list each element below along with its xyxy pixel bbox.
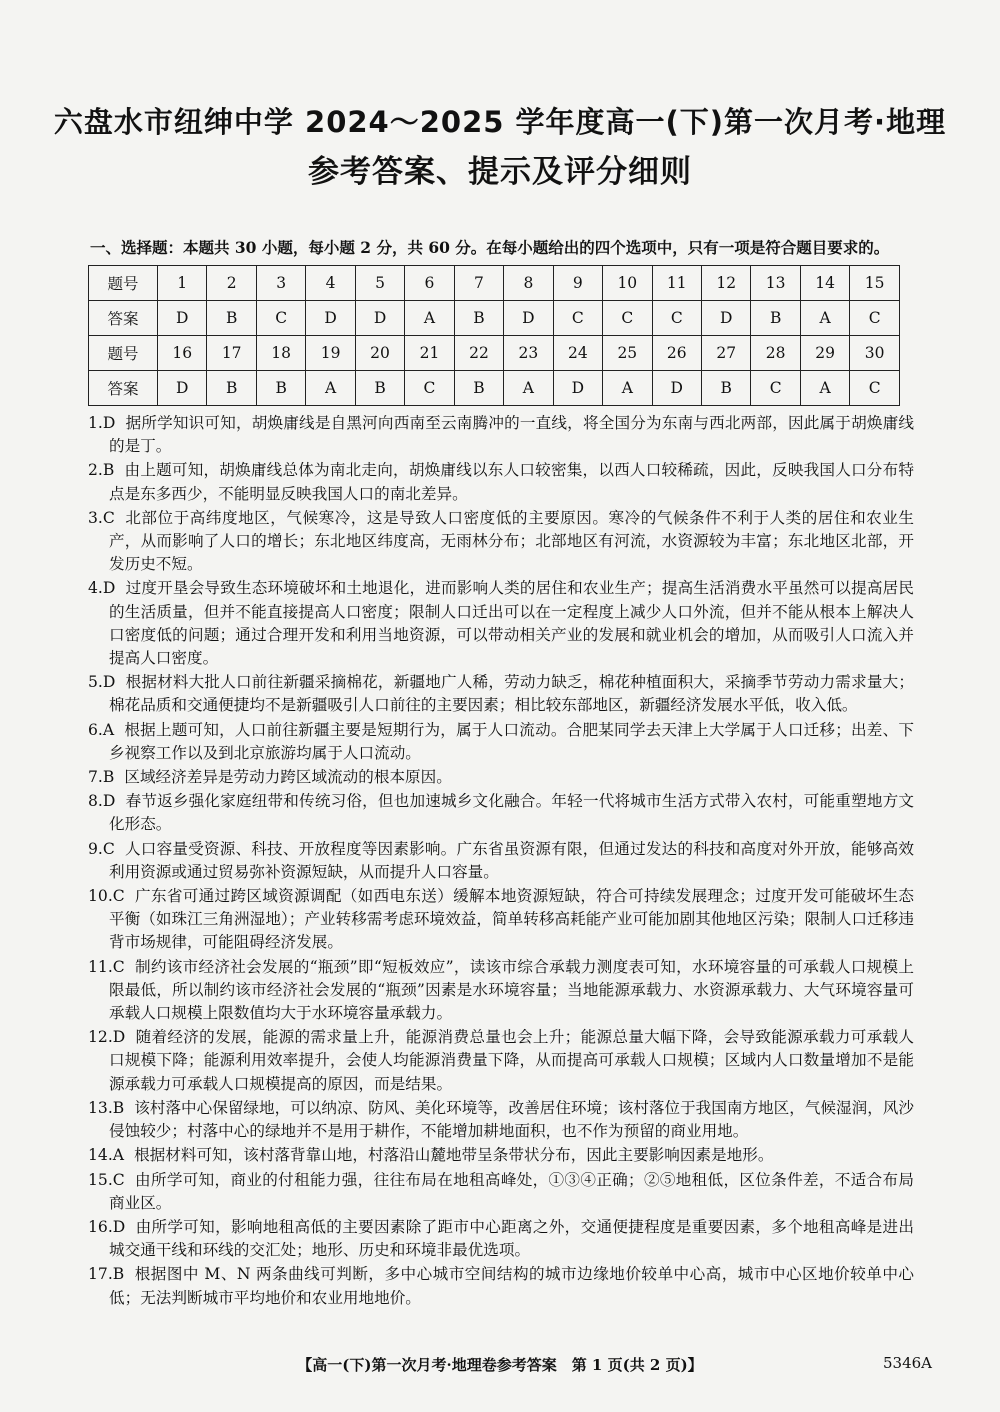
answer-cell: C <box>256 301 305 336</box>
answer-cell: B <box>454 371 503 406</box>
question-number-cell: 1 <box>158 266 207 301</box>
explanation-item <box>88 1026 914 1096</box>
explanation-number: 7.B <box>88 768 115 787</box>
question-number-cell: 22 <box>454 336 503 371</box>
question-number-cell: 13 <box>751 266 800 301</box>
question-number-cell: 18 <box>256 336 305 371</box>
explanation-list <box>88 412 914 1311</box>
question-number-cell: 15 <box>850 266 900 301</box>
question-number-cell: 28 <box>751 336 800 371</box>
explanation-text: 该村落中心保留绿地，可以纳凉、防风、美化环境等，改善居住环境；该村落位于我国南方地区，气候湿润，风沙侵蚀较少；村落中心的绿地并不是用于耕作，不能增加耕地面积，也不作为预留的商业用地。 <box>109 1098 914 1141</box>
explanation-text: 人口容量受资源、科技、开放程度等因素影响。广东省虽资源有限，但通过发达的科技和高度对外开放，能够高效利用资源或通过贸易弥补资源短缺，从而提升人口容量。 <box>109 839 914 881</box>
question-number-cell: 26 <box>652 336 701 371</box>
answer-cell: A <box>405 301 454 336</box>
question-number-cell: 16 <box>158 336 207 371</box>
answer-cell: B <box>701 371 750 406</box>
answer-cell: D <box>306 301 355 336</box>
answer-cell: D <box>355 301 404 336</box>
explanation-number: 12.D <box>88 1028 126 1047</box>
answer-cell: C <box>751 371 800 406</box>
answer-cell: C <box>553 301 602 336</box>
answer-cell: B <box>751 301 800 336</box>
explanation-text: 由所学可知，影响地租高低的主要因素除了距市中心距离之外，交通便捷程度是重要因素，多个地租高峰是进出城交通干线和环线的交汇处；地形、历史和环境非最优选项。 <box>109 1217 914 1260</box>
question-number-cell: 11 <box>652 266 701 301</box>
answer-cell: D <box>504 301 553 336</box>
explanation-item <box>88 507 914 577</box>
explanation-item <box>88 956 914 1026</box>
explanation-item <box>88 885 914 955</box>
answer-cell: B <box>454 301 503 336</box>
answer-cell: C <box>850 371 900 406</box>
explanation-number: 14.A <box>88 1146 125 1165</box>
answer-cell: C <box>405 371 454 406</box>
explanation-number: 5.D <box>88 673 116 692</box>
question-number-cell: 14 <box>800 266 849 301</box>
answer-cell: C <box>652 301 701 336</box>
explanation-text: 根据图中 M、N 两条曲线可判断，多中心城市空间结构的城市边缘地价较单中心高，城市中心区地价较单中心低；无法判断城市平均地价和农业用地地价。 <box>109 1265 914 1307</box>
question-number-cell: 30 <box>850 336 900 371</box>
explanation-text: 根据材料可知，该村落背靠山地，村落沿山麓地带呈条带状分布，因此主要影响因素是地形。 <box>134 1146 774 1165</box>
explanation-item <box>88 412 914 458</box>
explanation-text: 根据上题可知，人口前往新疆主要是短期行为，属于人口流动。合肥某同学去天津上大学属于人口迁移；出差、下乡视察工作以及到北京旅游均属于人口流动。 <box>109 720 914 762</box>
question-number-cell: 21 <box>405 336 454 371</box>
explanation-number: 8.D <box>88 792 116 811</box>
question-number-row <box>89 266 900 301</box>
explanation-item <box>88 1144 914 1167</box>
explanation-text: 区域经济差异是劳动力跨区域流动的根本原因。 <box>124 768 452 787</box>
explanation-text: 春节返乡强化家庭纽带和传统习俗，但也加速城乡文化融合。年轻一代将城市生活方式带入农村，可能重塑地方文化形态。 <box>109 792 914 834</box>
page-title: 六盘水市纽绅中学 2024～2025 学年度高一(下)第一次月考·地理 <box>53 105 947 139</box>
explanation-item <box>88 766 914 789</box>
explanation-text: 根据材料大批人口前往新疆采摘棉花，新疆地广人稀，劳动力缺乏，棉花种植面积大，采摘季节劳动力需求量大；棉花品质和交通便捷均不是新疆吸引人口前往的主要因素；相比较东部地区，新疆经济发展水平低，收入低。 <box>109 673 914 715</box>
question-number-cell: 19 <box>306 336 355 371</box>
page-subtitle: 参考答案、提示及评分细则 <box>308 154 692 190</box>
question-number-cell: 8 <box>504 266 553 301</box>
answer-row <box>89 371 900 406</box>
question-number-cell: 9 <box>553 266 602 301</box>
answer-cell: C <box>603 301 652 336</box>
explanation-number: 15.C <box>88 1170 125 1189</box>
explanation-number: 13.B <box>88 1098 125 1117</box>
explanation-text: 北部位于高纬度地区，气候寒冷，这是导致人口密度低的主要原因。寒冷的气候条件不利于人类的居住和农业生产，从而影响了人口的增长；东北地区纬度高，无雨林分布；北部地区有河流，水资源较为丰富；东北地区北部，开发历史不短。 <box>109 508 914 574</box>
question-number-cell: 3 <box>256 266 305 301</box>
explanation-item <box>88 1169 914 1215</box>
question-number-cell: 5 <box>355 266 404 301</box>
answer-cell: A <box>306 371 355 406</box>
question-number-cell: 24 <box>553 336 602 371</box>
question-number-cell: 17 <box>207 336 256 371</box>
explanation-item <box>88 459 914 505</box>
answer-cell: A <box>800 371 849 406</box>
explanation-text: 过度开垦会导致生态环境破坏和土地退化，进而影响人类的居住和农业生产；提高生活消费水平虽然可以提高居民的生活质量，但并不能直接提高人口密度；限制人口迁出可以在一定程度上减少人口外流，但并不能从根本上解决人口密度低的问题；通过合理开发和利用当地资源，可以带动相关产业的发展和就业机会的增加，从而吸引人口流入并提高人口密度。 <box>109 579 914 668</box>
question-number-cell: 20 <box>355 336 404 371</box>
explanation-item <box>88 671 914 717</box>
page-footer: 【高一(下)第一次月考·地理卷参考答案 第 1 页(共 2 页)】 <box>297 1356 703 1374</box>
answer-cell: A <box>504 371 553 406</box>
question-number-cell: 4 <box>306 266 355 301</box>
answer-cell: D <box>701 301 750 336</box>
question-number-row <box>89 336 900 371</box>
answer-cell: B <box>207 301 256 336</box>
explanation-text: 由所学可知，商业的付租能力强，往往布局在地租高峰处，①③④正确；②⑤地租低，区位条件差，不适合布局商业区。 <box>109 1170 914 1212</box>
explanation-number: 2.B <box>88 461 115 480</box>
answer-cell: D <box>553 371 602 406</box>
answer-row <box>89 301 900 336</box>
answer-cell: B <box>207 371 256 406</box>
question-number-cell: 23 <box>504 336 553 371</box>
explanation-number: 4.D <box>88 579 116 598</box>
explanation-item <box>88 1097 914 1143</box>
explanation-text: 由上题可知，胡焕庸线总体为南北走向，胡焕庸线以东人口较密集，以西人口较稀疏，因此，反映我国人口分布特点是东多西少，不能明显反映我国人口的南北差异。 <box>109 461 914 503</box>
answer-cell: D <box>158 371 207 406</box>
question-number-cell: 2 <box>207 266 256 301</box>
question-number-cell: 7 <box>454 266 503 301</box>
answer-label-cell: 答案 <box>89 371 158 406</box>
explanation-number: 10.C <box>88 887 125 906</box>
answer-table <box>88 265 900 406</box>
answer-cell: A <box>800 301 849 336</box>
question-label-cell: 题号 <box>89 336 158 371</box>
answer-cell: C <box>850 301 900 336</box>
explanation-text: 随着经济的发展，能源的需求量上升，能源消费总量也会上升；能源总量大幅下降，会导致能源承载力可承载人口规模下降；能源利用效率提升，会使人均能源消费量下降，从而提高可承载人口规模；区域内人口数量增加不是能源承载力可承载人口规模提高的原因，而是结果。 <box>109 1028 914 1093</box>
explanation-number: 6.A <box>88 720 115 739</box>
document-code: 5346A <box>882 1354 932 1372</box>
question-number-cell: 29 <box>800 336 849 371</box>
answer-label-cell: 答案 <box>89 301 158 336</box>
explanation-item <box>88 719 914 765</box>
explanation-number: 17.B <box>88 1265 125 1284</box>
explanation-number: 9.C <box>88 839 115 858</box>
answer-cell: A <box>603 371 652 406</box>
question-number-cell: 10 <box>603 266 652 301</box>
explanation-text: 制约该市经济社会发展的“瓶颈”即“短板效应”，读该市综合承载力测度表可知，水环境容量的可承载人口规模上限最低，所以制约该市经济社会发展的“瓶颈”因素是水环境容量；当地能源承载力、水资源承载力、大气环境容量可承载人口规模上限数值均大于水环境容量承载力。 <box>109 957 914 1023</box>
question-number-cell: 25 <box>603 336 652 371</box>
question-number-cell: 12 <box>701 266 750 301</box>
question-label-cell: 题号 <box>89 266 158 301</box>
answer-cell: B <box>256 371 305 406</box>
question-number-cell: 27 <box>701 336 750 371</box>
explanation-item <box>88 1216 914 1262</box>
explanation-item <box>88 790 914 836</box>
answer-cell: B <box>355 371 404 406</box>
section-heading: 一、选择题：本题共 30 小题，每小题 2 分，共 60 分。在每小题给出的四个选项中，只有一项是符合题目要求的。 <box>90 238 890 257</box>
question-number-cell: 6 <box>405 266 454 301</box>
explanation-number: 1.D <box>88 414 116 432</box>
explanation-text: 据所学知识可知，胡焕庸线是自黑河向西南至云南腾冲的一直线，将全国分为东南与西北两部，因此属于胡焕庸线的是丁。 <box>109 414 914 456</box>
explanation-number: 3.C <box>88 508 115 527</box>
explanation-number: 16.D <box>88 1217 126 1236</box>
answer-cell: D <box>158 301 207 336</box>
explanation-item <box>88 838 914 884</box>
explanation-item <box>88 1263 914 1309</box>
explanation-number: 11.C <box>88 957 125 976</box>
answer-cell: D <box>652 371 701 406</box>
explanation-text: 广东省可通过跨区域资源调配（如西电东送）缓解本地资源短缺，符合可持续发展理念；过度开发可能破坏生态平衡（如珠江三角洲湿地）；产业转移需考虑环境效益，简单转移高耗能产业可能加剧其他地区污染；限制人口迁移违背市场规律，可能阻碍经济发展。 <box>109 887 914 952</box>
explanation-item <box>88 577 914 670</box>
